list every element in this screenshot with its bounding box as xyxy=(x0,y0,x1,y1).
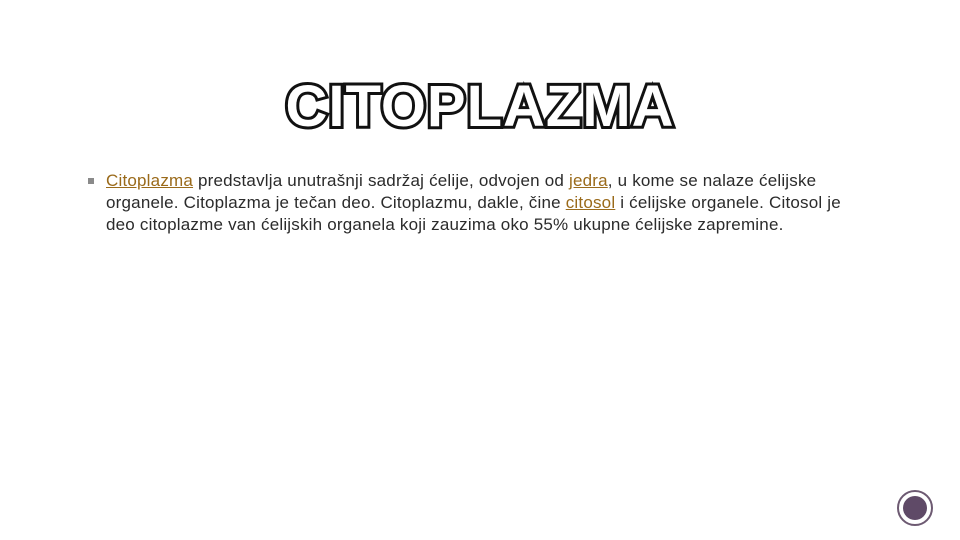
link-citoplazma[interactable]: Citoplazma xyxy=(106,171,194,190)
slide-content xyxy=(88,170,858,236)
bullet-text-segment: predstavlja unutrašnji sadržaj ćelije, odvojen od xyxy=(193,171,569,190)
slide-title: CITOPLAZMA xyxy=(285,74,675,139)
bullet-text-segment: i ćelijske organele. Citosol je deo citoplazme van ćelijskih organela koji zauzima oko 55% ukupne ćelijske zapremine. xyxy=(106,193,841,234)
circle-nav-icon[interactable] xyxy=(897,490,933,526)
link-jedra[interactable]: jedra xyxy=(568,171,608,190)
circle-nav-inner xyxy=(903,496,927,520)
bullet-paragraph xyxy=(88,170,858,236)
link-citosol[interactable]: citosol xyxy=(565,193,616,212)
square-bullet-icon xyxy=(88,178,94,184)
bullet-text-segment: , u kome se nalaze ćelijske organele. Citoplazma je tečan deo. Citoplazmu, dakle, čine xyxy=(106,171,817,212)
